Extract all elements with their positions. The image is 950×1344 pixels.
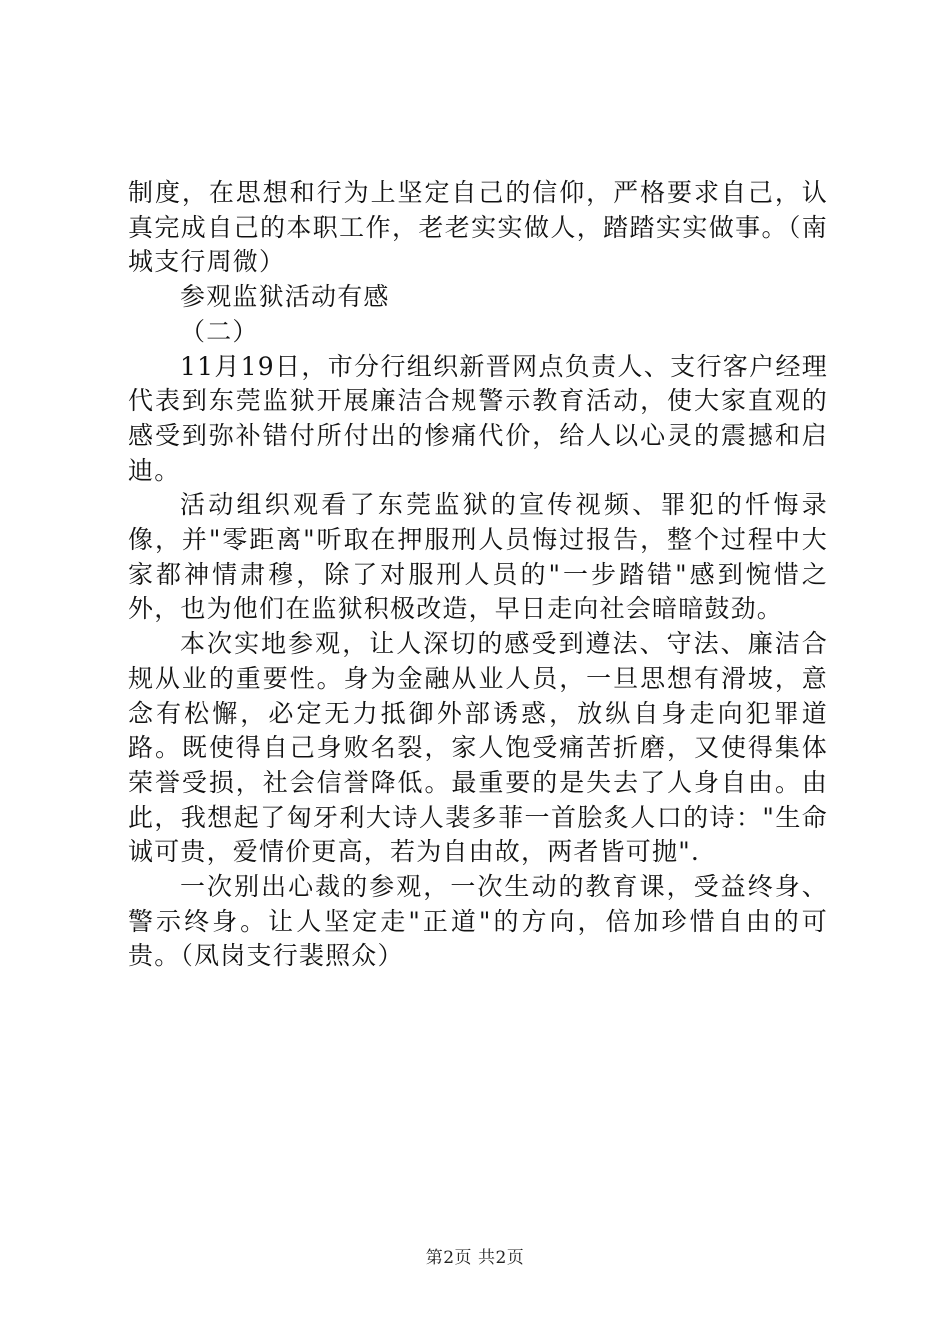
continuation-paragraph: 制度，在思想和行为上坚定自己的信仰，严格要求自己，认真完成自己的本职工作，老老实实做人，踏踏实实做事。（南城支行周微） — [128, 178, 828, 277]
article-subtitle: （二） — [180, 316, 259, 346]
body-paragraph-2: 活动组织观看了东莞监狱的宣传视频、罪犯的忏悔录像，并"零距离"听取在押服刑人员悔过报告，整个过程中大家都神情肃穆，除了对服刑人员的"一步踏错"感到惋惜之外，也为他们在监狱积极改造，早日走向社会暗暗鼓劲。 — [128, 490, 828, 624]
document-body — [128, 176, 828, 974]
body-paragraph-3: 本次实地参观，让人深切的感受到遵法、守法、廉洁合规从业的重要性。身为金融从业人员，一旦思想有滑坡，意念有松懈，必定无力抵御外部诱惑，放纵自身走向犯罪道路。既使得自己身败名裂，家人饱受痛苦折磨，又使得集体荣誉受损，社会信誉降低。最重要的是失去了人身自由。由此，我想起了匈牙利大诗人裴多菲一首脍炙人口的诗："生命诚可贵，爱情价更高，若为自由故，两者皆可抛". — [128, 629, 828, 867]
body-paragraph-1: 11月19日，市分行组织新晋网点负责人、支行客户经理代表到东莞监狱开展廉洁合规警示教育活动，使大家直观的感受到弥补错付所付出的惨痛代价，给人以心灵的震撼和启迪。 — [128, 351, 828, 485]
body-paragraph-4: 一次别出心裁的参观，一次生动的教育课，受益终身、警示终身。让人坚定走"正道"的方向，倍加珍惜自由的可贵。（凤岗支行裴照众） — [128, 872, 828, 971]
article-title: 参观监狱活动有感 — [180, 282, 390, 312]
page-number-footer: 第2页 共2页 — [425, 1248, 525, 1268]
